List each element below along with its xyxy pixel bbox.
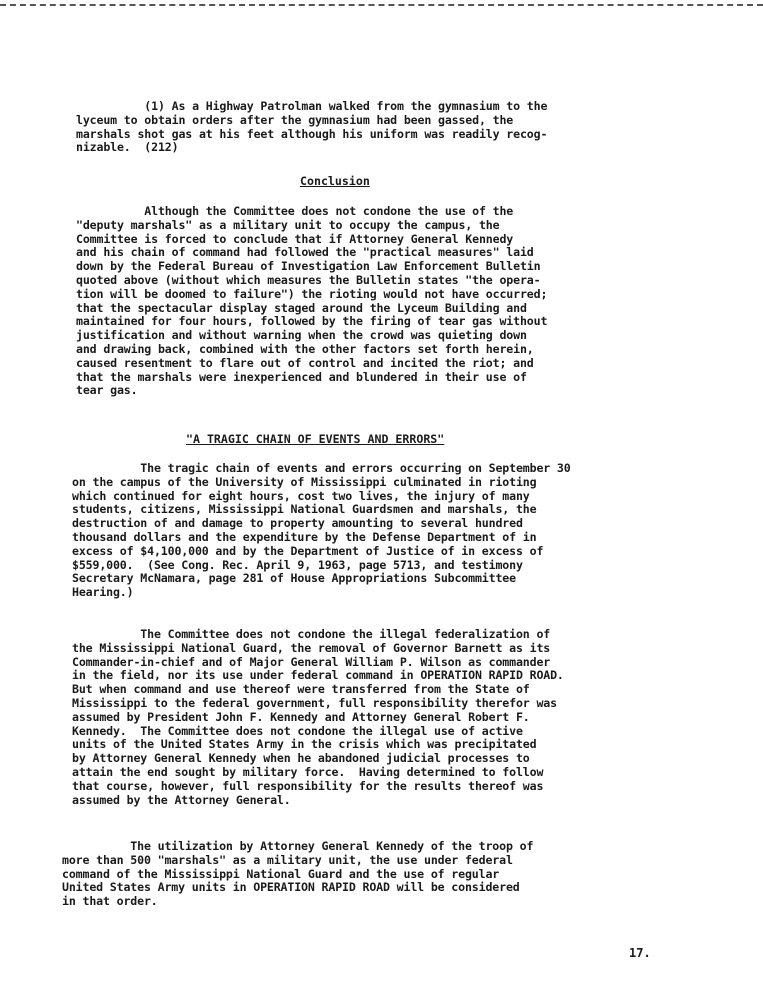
paragraph-conclusion: Although the Committee does not condone the use of the "deputy marshals" as a military unit to occupy the campus, the Committee is forced to conclude that if Attorney General Kennedy and his chain of command had followed the "practical measures" laid down by the Federal Bureau of Investigation Law Enforcement Bulletin quoted above (without which measures the Bulletin states "the opera- tion will be doomed to failure") the rioting would not have occurred; that the spectacular display staged around the Lyceum Building and maintained for four hours, followed by the firing of tear gas without justification and without warning when the crowd was quieting down and drawing back, combined with the other factors set forth herein, caused resentment to flare out of control and incited the riot; and that the marshals were inexperienced and blundered in their use of tear gas. <box>76 204 548 398</box>
paragraph-patrolman: (1) As a Highway Patrolman walked from the gymnasium to the lyceum to obtain orders after the gymnasium had been gassed, the marshals shot gas at his feet although his uniform was readily recog- nizable. (212) <box>76 99 548 155</box>
paragraph-utilization: The utilization by Attorney General Kennedy of the troop of more than 500 "marshals" as a military unit, the use under federal command of the Mississippi National Guard and the use of regular United States Army units in OPERATION RAPID ROAD will be considered in that order. <box>62 839 534 909</box>
page-number: 17. <box>629 946 651 960</box>
conclusion-heading: Conclusion <box>300 174 370 188</box>
paragraph-federalization: The Committee does not condone the illegal federalization of the Mississippi National Guard, the removal of Governor Barnett as its Commander-in-chief and of Major General William P. Wilson as commander in the field, nor its use under federal command in OPERATION RAPID ROAD. But when command and use thereof were transferred from the State of Mississippi to the federal government, full responsibility therefor was assumed by President John F. Kennedy and Attorney General Robert F. Kennedy. The Committee does not condone the illegal use of active units of the United States Army in the crisis which was precipitated by Attorney General Kennedy when he abandoned judicial processes to attain the end sought by military force. Having determined to follow that course, however, full responsibility for the results thereof was assumed by the Attorney General. <box>72 627 564 807</box>
tragic-chain-heading: "A TRAGIC CHAIN OF EVENTS AND ERRORS" <box>186 432 445 446</box>
paragraph-tragic-chain: The tragic chain of events and errors occurring on September 30 on the campus of the University of Mississippi culminated in rioting which continued for eight hours, cost two lives, the injury of many students, citizens, Mississippi National Guardsmen and marshals, the destruction of and damage to property amounting to several hundred thousand dollars and the expenditure by the Defense Department of in excess of $4,100,000 and by the Department of Justice of in excess of $559,000. (See Cong. Rec. April 9, 1963, page 5713, and testimony Secretary McNamara, page 281 of House Appropriations Subcommittee Hearing.) <box>72 461 571 600</box>
